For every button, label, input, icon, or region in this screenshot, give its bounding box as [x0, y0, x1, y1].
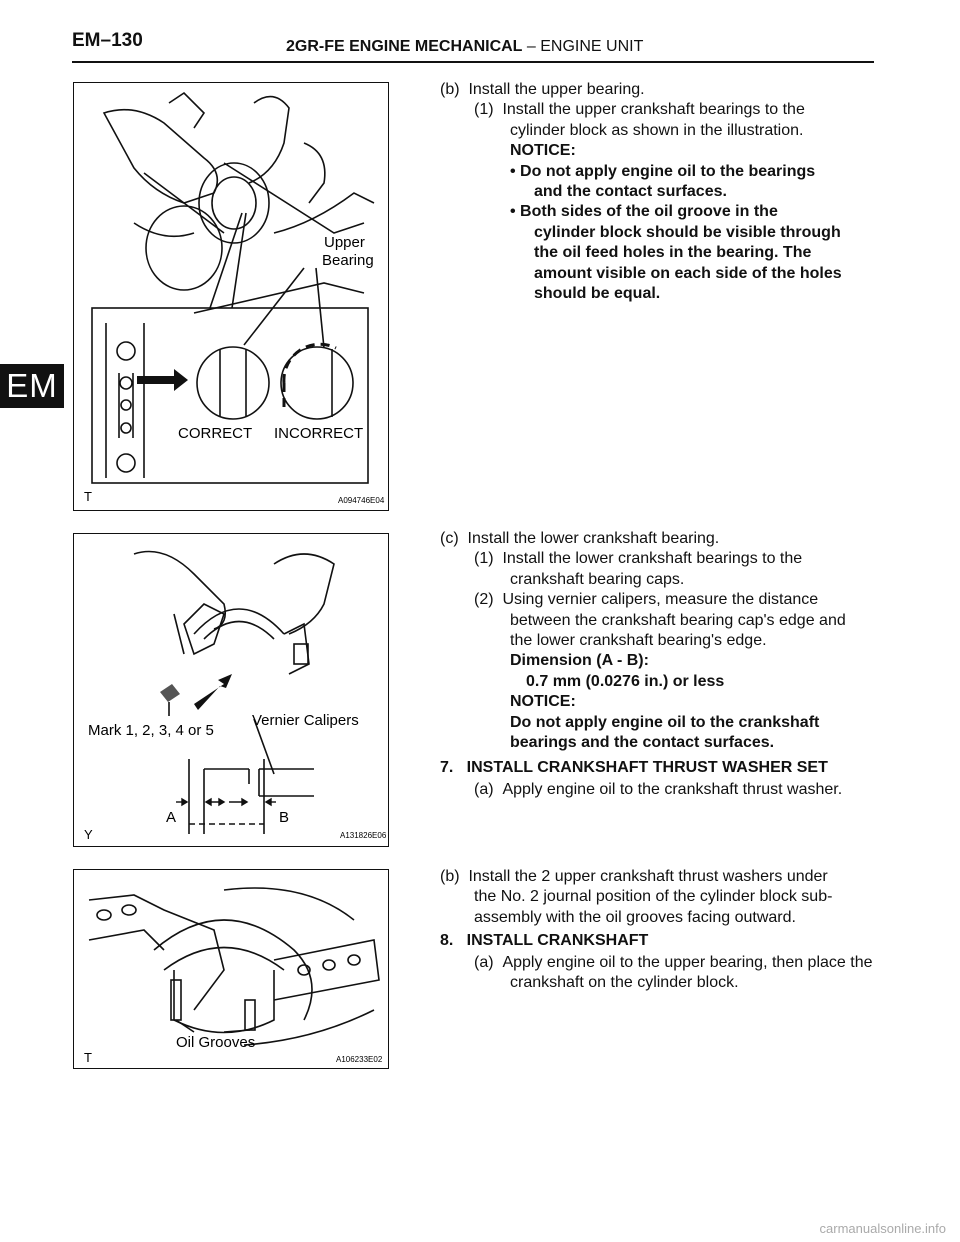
notice-bullet-2-cont: cylinder block should be visible through — [534, 223, 841, 241]
label-vernier-calipers: Vernier Calipers — [252, 712, 359, 729]
watermark: carmanualsonline.info — [819, 1221, 946, 1236]
label-a: A — [166, 809, 177, 826]
notice-text-cont: bearings and the contact surfaces. — [510, 734, 775, 752]
header-rule — [72, 61, 874, 63]
figure-code: A131826E06 — [340, 831, 387, 840]
dimension-value: 0.7 mm (0.0276 in.) or less — [526, 672, 725, 690]
step-7-heading: 7. INSTALL CRANKSHAFT THRUST WASHER SET — [440, 759, 828, 776]
substep-1: (1) Install the lower crankshaft bearings to the — [474, 550, 803, 568]
instruction-upper-bearing — [440, 80, 880, 304]
figure-thrust-washers — [73, 869, 389, 1069]
substep-2: (2) Using vernier calipers, measure the distance — [474, 591, 819, 609]
substep-1-cont: crankshaft bearing caps. — [510, 570, 685, 588]
page-number: EM–130 — [72, 30, 143, 51]
substep-2-cont: the lower crankshaft bearing's edge. — [510, 632, 767, 650]
figure-corner-mark: Y — [84, 827, 93, 842]
notice-bullet-2-cont: should be equal. — [534, 285, 661, 303]
notice-bullet-2-cont: the oil feed holes in the bearing. The — [534, 244, 812, 262]
label-upper: Upper — [324, 234, 365, 251]
step-8-a — [440, 953, 880, 994]
figure-code: A106233E02 — [336, 1055, 383, 1064]
figure-corner-mark: T — [84, 489, 92, 504]
substep-2-cont: between the crankshaft bearing cap's edge and — [510, 611, 846, 629]
step-b-upper: (b) Install the upper bearing. — [440, 81, 645, 98]
notice-bullet-1: • Do not apply engine oil to the bearings — [510, 162, 816, 180]
substep-1: (1) Install the upper crankshaft bearings to the — [474, 101, 805, 119]
instruction-lower-bearing — [440, 529, 880, 753]
notice-label: NOTICE: — [510, 142, 576, 160]
notice-bullet-2-cont: amount visible on each side of the holes — [534, 264, 842, 282]
notice-bullet-1-cont: and the contact surfaces. — [534, 183, 727, 201]
figure-code: A094746E04 — [338, 496, 385, 505]
section-tab[interactable]: EM — [0, 364, 64, 408]
label-bearing: Bearing — [322, 252, 374, 269]
substep-1-cont: cylinder block as shown in the illustration. — [510, 121, 804, 139]
step-b-thrust: (b) Install the 2 upper crankshaft thrust washers under — [440, 868, 828, 885]
label-incorrect: INCORRECT — [274, 425, 364, 442]
step-b-cont: assembly with the oil grooves facing outward. — [474, 908, 796, 926]
step-c-lower: (c) Install the lower crankshaft bearing. — [440, 530, 720, 547]
notice-text: Do not apply engine oil to the crankshaft — [510, 713, 820, 731]
figure-lower-bearing — [73, 533, 389, 847]
step-8-a-line2: crankshaft on the cylinder block. — [510, 974, 739, 992]
notice-bullet-2: • Both sides of the oil groove in the — [510, 203, 778, 221]
instruction-thrust-washers — [440, 867, 880, 928]
step-b-cont: the No. 2 journal position of the cylinder block sub- — [474, 888, 833, 906]
label-oil-grooves: Oil Grooves — [176, 1034, 256, 1051]
step-8-a-line1: (a) Apply engine oil to the upper bearing, then place the — [474, 954, 873, 971]
step-8-heading: 8. INSTALL CRANKSHAFT — [440, 932, 649, 949]
label-b: B — [279, 809, 290, 826]
label-mark: Mark 1, 2, 3, 4 or 5 — [88, 722, 214, 739]
section-title: 2GR-FE ENGINE MECHANICAL – ENGINE UNIT — [286, 38, 644, 55]
label-correct: CORRECT — [178, 425, 253, 442]
notice-label: NOTICE: — [510, 693, 576, 711]
step-7-a: (a) Apply engine oil to the crankshaft thrust washer. — [474, 781, 843, 798]
figure-corner-mark: T — [84, 1050, 92, 1065]
figure-upper-bearing — [73, 82, 389, 511]
dimension-label: Dimension (A - B): — [510, 652, 649, 670]
